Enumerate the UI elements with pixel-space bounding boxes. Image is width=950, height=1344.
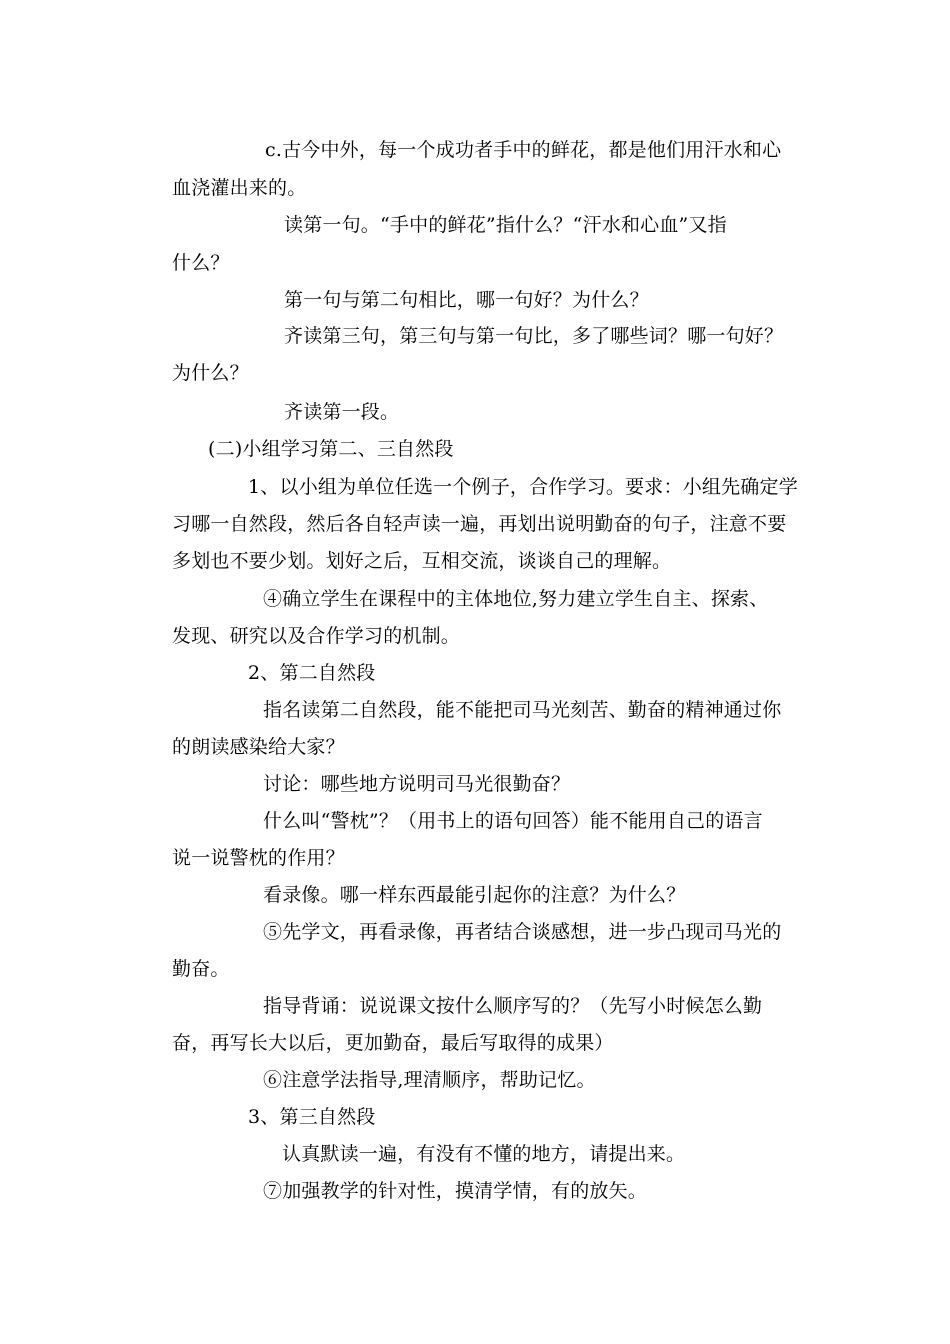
text-line: 齐读第一段。 xyxy=(284,401,400,423)
text-line: 习哪一自然段，然后各自轻声读一遍，再划出说明勤奋的句子，注意不要 xyxy=(172,513,787,535)
text-line: ⑥注意学法指导,理清顺序，帮助记忆。 xyxy=(263,1069,596,1091)
text-line: 勤奋。 xyxy=(172,958,230,980)
text-line: 讨论：哪些地方说明司马光很勤奋？ xyxy=(263,773,571,795)
text-line: 多划也不要少划。划好之后，互相交流，谈谈自己的理解。 xyxy=(172,550,672,572)
subsection-heading: 2、第二自然段 xyxy=(248,662,376,684)
text-line: ④确立学生在课程中的主体地位,努力建立学生自主、探索、 xyxy=(263,588,769,610)
text-line: ⑦加强教学的针对性，摸清学情，有的放矢。 xyxy=(263,1180,648,1202)
text-line: 为什么？ xyxy=(172,362,249,384)
section-heading: (二)小组学习第二、三自然段 xyxy=(208,438,454,460)
text-line: 1、以小组为单位任选一个例子，合作学习。要求：小组先确定学 xyxy=(248,476,798,498)
text-line: 指导背诵：说说课文按什么顺序写的？（先写小时候怎么勤 xyxy=(263,995,763,1017)
text-line: 认真默读一遍，有没有不懂的地方，请提出来。 xyxy=(282,1143,686,1165)
text-line: 发现、研究以及合作学习的机制。 xyxy=(172,625,461,647)
text-line: 指名读第二自然段，能不能把司马光刻苦、勤奋的精神通过你 xyxy=(263,699,782,721)
text-line: 什么叫“警枕”？（用书上的语句回答）能不能用自己的语言 xyxy=(263,810,763,832)
text-line: 读第一句。“手中的鲜花”指什么？“汗水和心血”又指 xyxy=(284,214,727,236)
text-line: 说一说警枕的作用？ xyxy=(172,847,345,869)
subsection-heading: 3、第三自然段 xyxy=(248,1106,376,1128)
text-line: c.古今中外，每一个成功者手中的鲜花，都是他们用汗水和心 xyxy=(265,139,782,161)
text-line: 的朗读感染给大家？ xyxy=(172,736,345,758)
text-line: 什么？ xyxy=(172,252,230,274)
text-line: 第一句与第二句相比，哪一句好？为什么？ xyxy=(284,289,649,311)
text-line: 血浇灌出来的。 xyxy=(172,177,307,199)
text-line: 奋，再写长大以后，更加勤奋，最后写取得的成果） xyxy=(172,1032,614,1054)
text-line: 齐读第三句，第三句与第一句比，多了哪些词？哪一句好？ xyxy=(284,325,784,347)
text-line: 看录像。哪一样东西最能引起你的注意？为什么？ xyxy=(263,884,686,906)
text-line: ⑤先学文，再看录像，再者结合谈感想，进一步凸现司马光的 xyxy=(263,921,782,943)
